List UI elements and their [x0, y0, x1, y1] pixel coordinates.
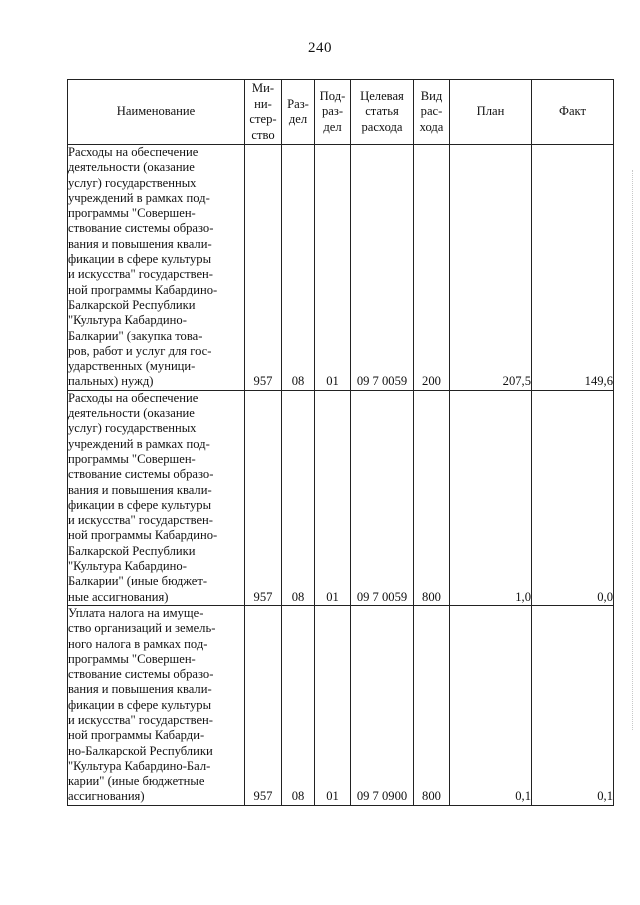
header-ministry [245, 80, 282, 145]
row-section: 08 [282, 390, 315, 605]
page-number: 240 [308, 40, 332, 56]
row-subsection: 01 [315, 145, 351, 391]
row-fact: 149,6 [532, 145, 614, 391]
row-name [68, 145, 245, 391]
header-section [282, 80, 315, 145]
row-name-text: Расходы на обеспечение деятельности (оказание услуг) государственных учреждений в рамках под- программы "Совершен- ствование системы образо- вания и повышения квали- фикации в сфере культуры и искусства" государствен- ной программы Кабардино- Балкарской Республики "Культура Кабардино- Балкарии" (закупка това- ров, работ и услуг для гос- ударственных (муници- пальных) нужд) [68, 145, 218, 389]
row-name-text: Уплата налога на имуще- ство организаций и земель- ного налога в рамках под- программы "Совершен- ствование системы образо- вания и повышения квали- фикации в сфере культуры и искусства" государствен- ной программы Кабарди- но-Балкарской Республики "Культура Кабардино-Бал- карии" (иные бюджетные ассигнования) [68, 605, 216, 804]
row-type: 800 [414, 390, 450, 605]
header-name-label: Наименование [116, 104, 196, 119]
header-fact [532, 80, 614, 145]
header-subsection [315, 80, 351, 145]
row-section: 08 [282, 145, 315, 391]
row-name-text: Расходы на обеспечение деятельности (оказание услуг) государственных учреждений в рамках под- программы "Совершен- ствование системы образо- вания и повышения квали- фикации в сфере культуры и искусства" государствен- ной программы Кабардино- Балкарской Республики "Культура Кабардино- Балкарии" (иные бюджет- ные ассигнования) [68, 390, 218, 604]
header-target [351, 80, 414, 145]
row-section: 08 [282, 605, 315, 805]
row-ministry: 957 [245, 390, 282, 605]
row-plan: 207,5 [450, 145, 532, 391]
header-row [68, 80, 614, 145]
header-plan [450, 80, 532, 145]
header-type-label: Вид рас- хода [419, 88, 444, 134]
header-subsection-label: Под- раз- дел [319, 88, 346, 134]
budget-table [67, 79, 614, 806]
header-type [414, 80, 450, 145]
row-ministry: 957 [245, 605, 282, 805]
row-ministry: 957 [245, 145, 282, 391]
row-subsection: 01 [315, 390, 351, 605]
scan-edge-marks [632, 170, 636, 730]
row-plan: 0,1 [450, 605, 532, 805]
row-fact: 0,0 [532, 390, 614, 605]
header-fact-label: Факт [559, 104, 586, 119]
row-plan: 1,0 [450, 390, 532, 605]
header-target-label: Целевая статья расхода [360, 88, 404, 134]
row-target: 09 7 0059 [351, 390, 414, 605]
row-type: 200 [414, 145, 450, 391]
row-fact: 0,1 [532, 605, 614, 805]
header-ministry-label: Ми- ни- стер- ство [249, 81, 277, 142]
row-subsection: 01 [315, 605, 351, 805]
row-type: 800 [414, 605, 450, 805]
table-row [68, 390, 614, 605]
header-plan-label: План [476, 104, 505, 119]
row-target: 09 7 0900 [351, 605, 414, 805]
row-name [68, 605, 245, 805]
table-row [68, 145, 614, 391]
header-section-label: Раз- дел [287, 96, 309, 126]
table-row [68, 605, 614, 805]
row-name [68, 390, 245, 605]
row-target: 09 7 0059 [351, 145, 414, 391]
header-name [68, 80, 245, 145]
